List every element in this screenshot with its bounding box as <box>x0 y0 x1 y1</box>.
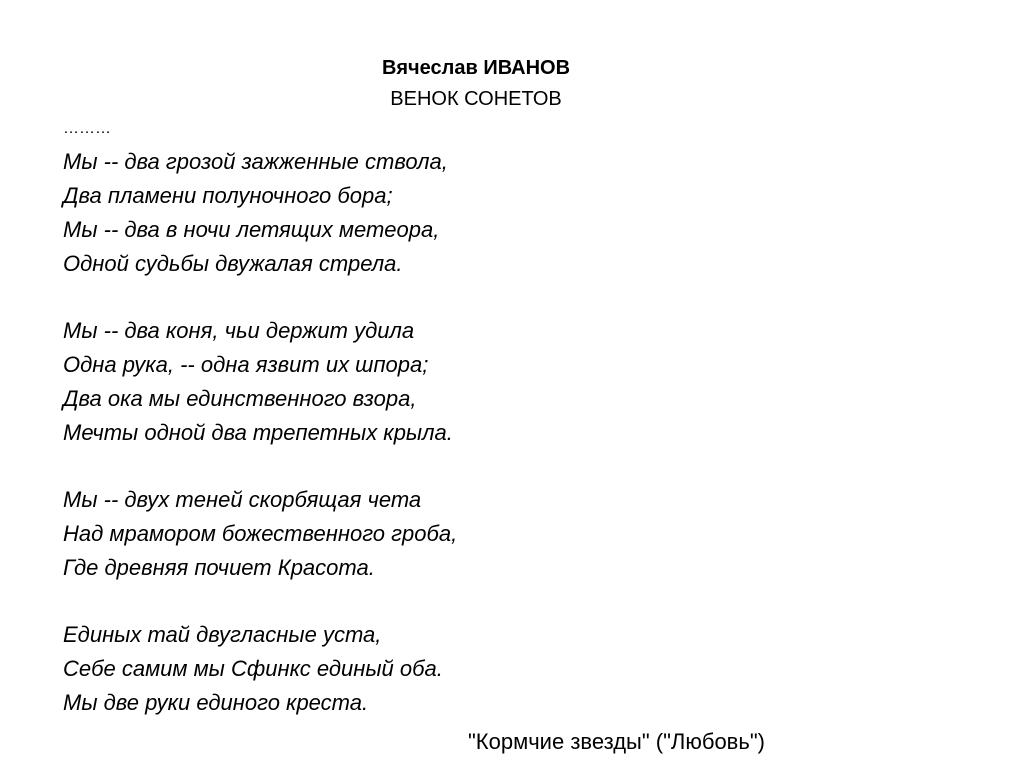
poem-line: Мы -- два коня, чьи держит удила <box>63 318 415 343</box>
poem-line: Где древняя почиет Красота. <box>63 555 375 580</box>
poem-line: Мы -- два в ночи летящих метеора, <box>63 217 440 242</box>
source-citation: "Кормчие звезды" ("Любовь") <box>468 729 765 754</box>
poem-line: Мы -- два грозой зажженные ствола, <box>63 149 448 174</box>
stanza-2 <box>63 314 457 450</box>
poem-line: Мы две руки единого креста. <box>63 690 369 715</box>
poem-line: Одной судьбы двужалая стрела. <box>63 251 403 276</box>
poem-line: Мечты одной два трепетных крыла. <box>63 420 453 445</box>
poem-title: ВЕНОК СОНЕТОВ <box>390 88 562 110</box>
poem-line: Себе самим мы Сфинкс единый оба. <box>63 656 443 681</box>
poem-line: Единых тай двугласные уста, <box>63 622 382 647</box>
poem-body <box>63 145 457 753</box>
stanza-1 <box>63 145 457 281</box>
author-name: Вячеслав ИВАНОВ <box>381 57 571 79</box>
poem-line: Два ока мы единственного взора, <box>63 386 417 411</box>
poem-line: Два пламени полуночного бора; <box>63 183 393 208</box>
poem-line: Мы -- двух теней скорбящая чета <box>63 487 422 512</box>
poem-line: Одна рука, -- одна язвит их шпора; <box>63 352 429 377</box>
ellipsis-marker: ……… <box>63 120 111 137</box>
stanza-3 <box>63 483 457 585</box>
poem-line: Над мрамором божественного гроба, <box>63 521 458 546</box>
stanza-4 <box>63 618 457 720</box>
